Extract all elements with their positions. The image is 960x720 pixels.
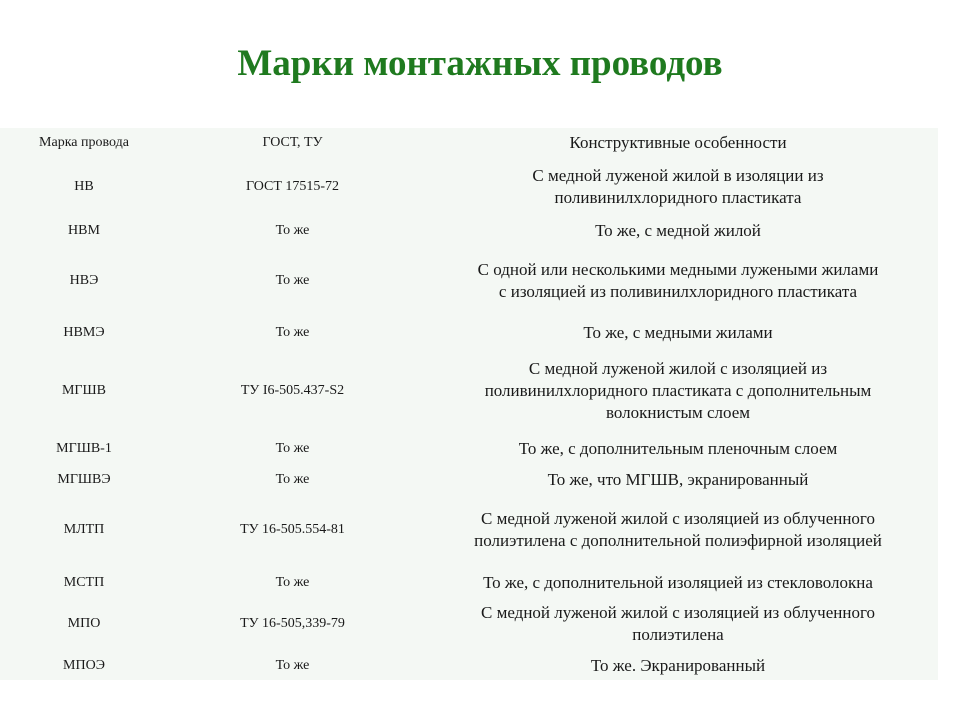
feature-line: То же, с медными жилами	[583, 323, 773, 342]
cell-mark: МГШВЭ	[57, 472, 111, 487]
cell-features	[418, 466, 938, 494]
cell-mark: МГШВ-1	[56, 441, 112, 456]
feature-line: С медной луженой жилой с изоляцией из	[528, 359, 828, 378]
table-row	[0, 256, 938, 306]
cell-features	[418, 600, 938, 648]
feature-line: С медной луженой жилой с изоляцией из облученного	[481, 603, 875, 622]
cell-standard: ТУ I6-505.437-S2	[240, 383, 345, 398]
table-row	[0, 652, 938, 680]
cell-mark: МПО	[67, 616, 101, 631]
table-row	[0, 356, 938, 426]
feature-line: волокнистым слоем	[605, 403, 751, 422]
cell-standard: То же	[275, 472, 310, 487]
table-row	[0, 466, 938, 494]
cell-features	[418, 504, 938, 556]
cell-features	[418, 434, 938, 464]
cell-features	[418, 162, 938, 212]
header-mark: Марка провода	[39, 135, 129, 150]
cell-standard: То же	[275, 658, 310, 673]
cell-features	[418, 216, 938, 246]
cell-mark: НВЭ	[69, 273, 99, 288]
feature-line: То же, с медной жилой	[595, 221, 761, 240]
feature-line: То же, с дополнительной изоляцией из стекловолокна	[483, 573, 873, 592]
table-header-row	[0, 128, 938, 158]
table-row	[0, 504, 938, 556]
cell-standard: ТУ 16-505.554-81	[240, 522, 345, 537]
wire-marks-table	[0, 128, 938, 680]
table-row	[0, 568, 938, 598]
page-title: Марки монтажных проводов	[237, 43, 723, 84]
cell-mark: МСТП	[63, 575, 105, 590]
cell-features	[418, 356, 938, 426]
cell-mark: МЛТП	[63, 522, 105, 537]
cell-features	[418, 318, 938, 348]
feature-line: То же. Экранированный	[590, 656, 766, 675]
table-row	[0, 216, 938, 246]
cell-mark: НВМЭ	[63, 325, 105, 340]
cell-mark: НВМ	[68, 223, 100, 238]
feature-line: с изоляцией из поливинилхлоридного пластиката	[498, 282, 858, 301]
feature-line: С одной или несколькими медными лужеными жилами	[477, 260, 879, 279]
cell-mark: МПОЭ	[63, 658, 105, 673]
feature-line: То же, с дополнительным пленочным слоем	[518, 439, 838, 458]
cell-standard: То же	[275, 273, 310, 288]
cell-standard: То же	[275, 575, 310, 590]
cell-features	[418, 256, 938, 306]
feature-line: С медной луженой жилой в изоляции из	[532, 166, 824, 185]
table-row	[0, 318, 938, 348]
table-row	[0, 600, 938, 648]
table-row	[0, 162, 938, 212]
feature-line: С медной луженой жилой с изоляцией из облученного	[480, 509, 875, 528]
feature-line: То же, что МГШВ, экранированный	[547, 470, 809, 489]
table-row	[0, 434, 938, 464]
cell-features	[418, 652, 938, 680]
feature-line: поливинилхлоридного пластиката	[554, 188, 802, 207]
cell-standard: ТУ 16-505,339-79	[240, 616, 345, 631]
feature-line: поливинилхлоридного пластиката с дополнительным	[484, 381, 872, 400]
feature-line: полиэтилена с дополнительной полиэфирной изоляцией	[474, 531, 882, 550]
cell-standard: То же	[275, 223, 310, 238]
header-standard: ГОСТ, ТУ	[262, 135, 323, 150]
cell-mark: НВ	[74, 179, 94, 194]
header-features: Конструктивные особенности	[569, 133, 787, 152]
cell-mark: МГШВ	[61, 383, 106, 398]
cell-standard: ГОСТ 17515-72	[245, 179, 340, 194]
cell-standard: То же	[275, 325, 310, 340]
cell-standard: То же	[275, 441, 310, 456]
feature-line: полиэтилена	[632, 625, 724, 644]
cell-features	[418, 568, 938, 598]
